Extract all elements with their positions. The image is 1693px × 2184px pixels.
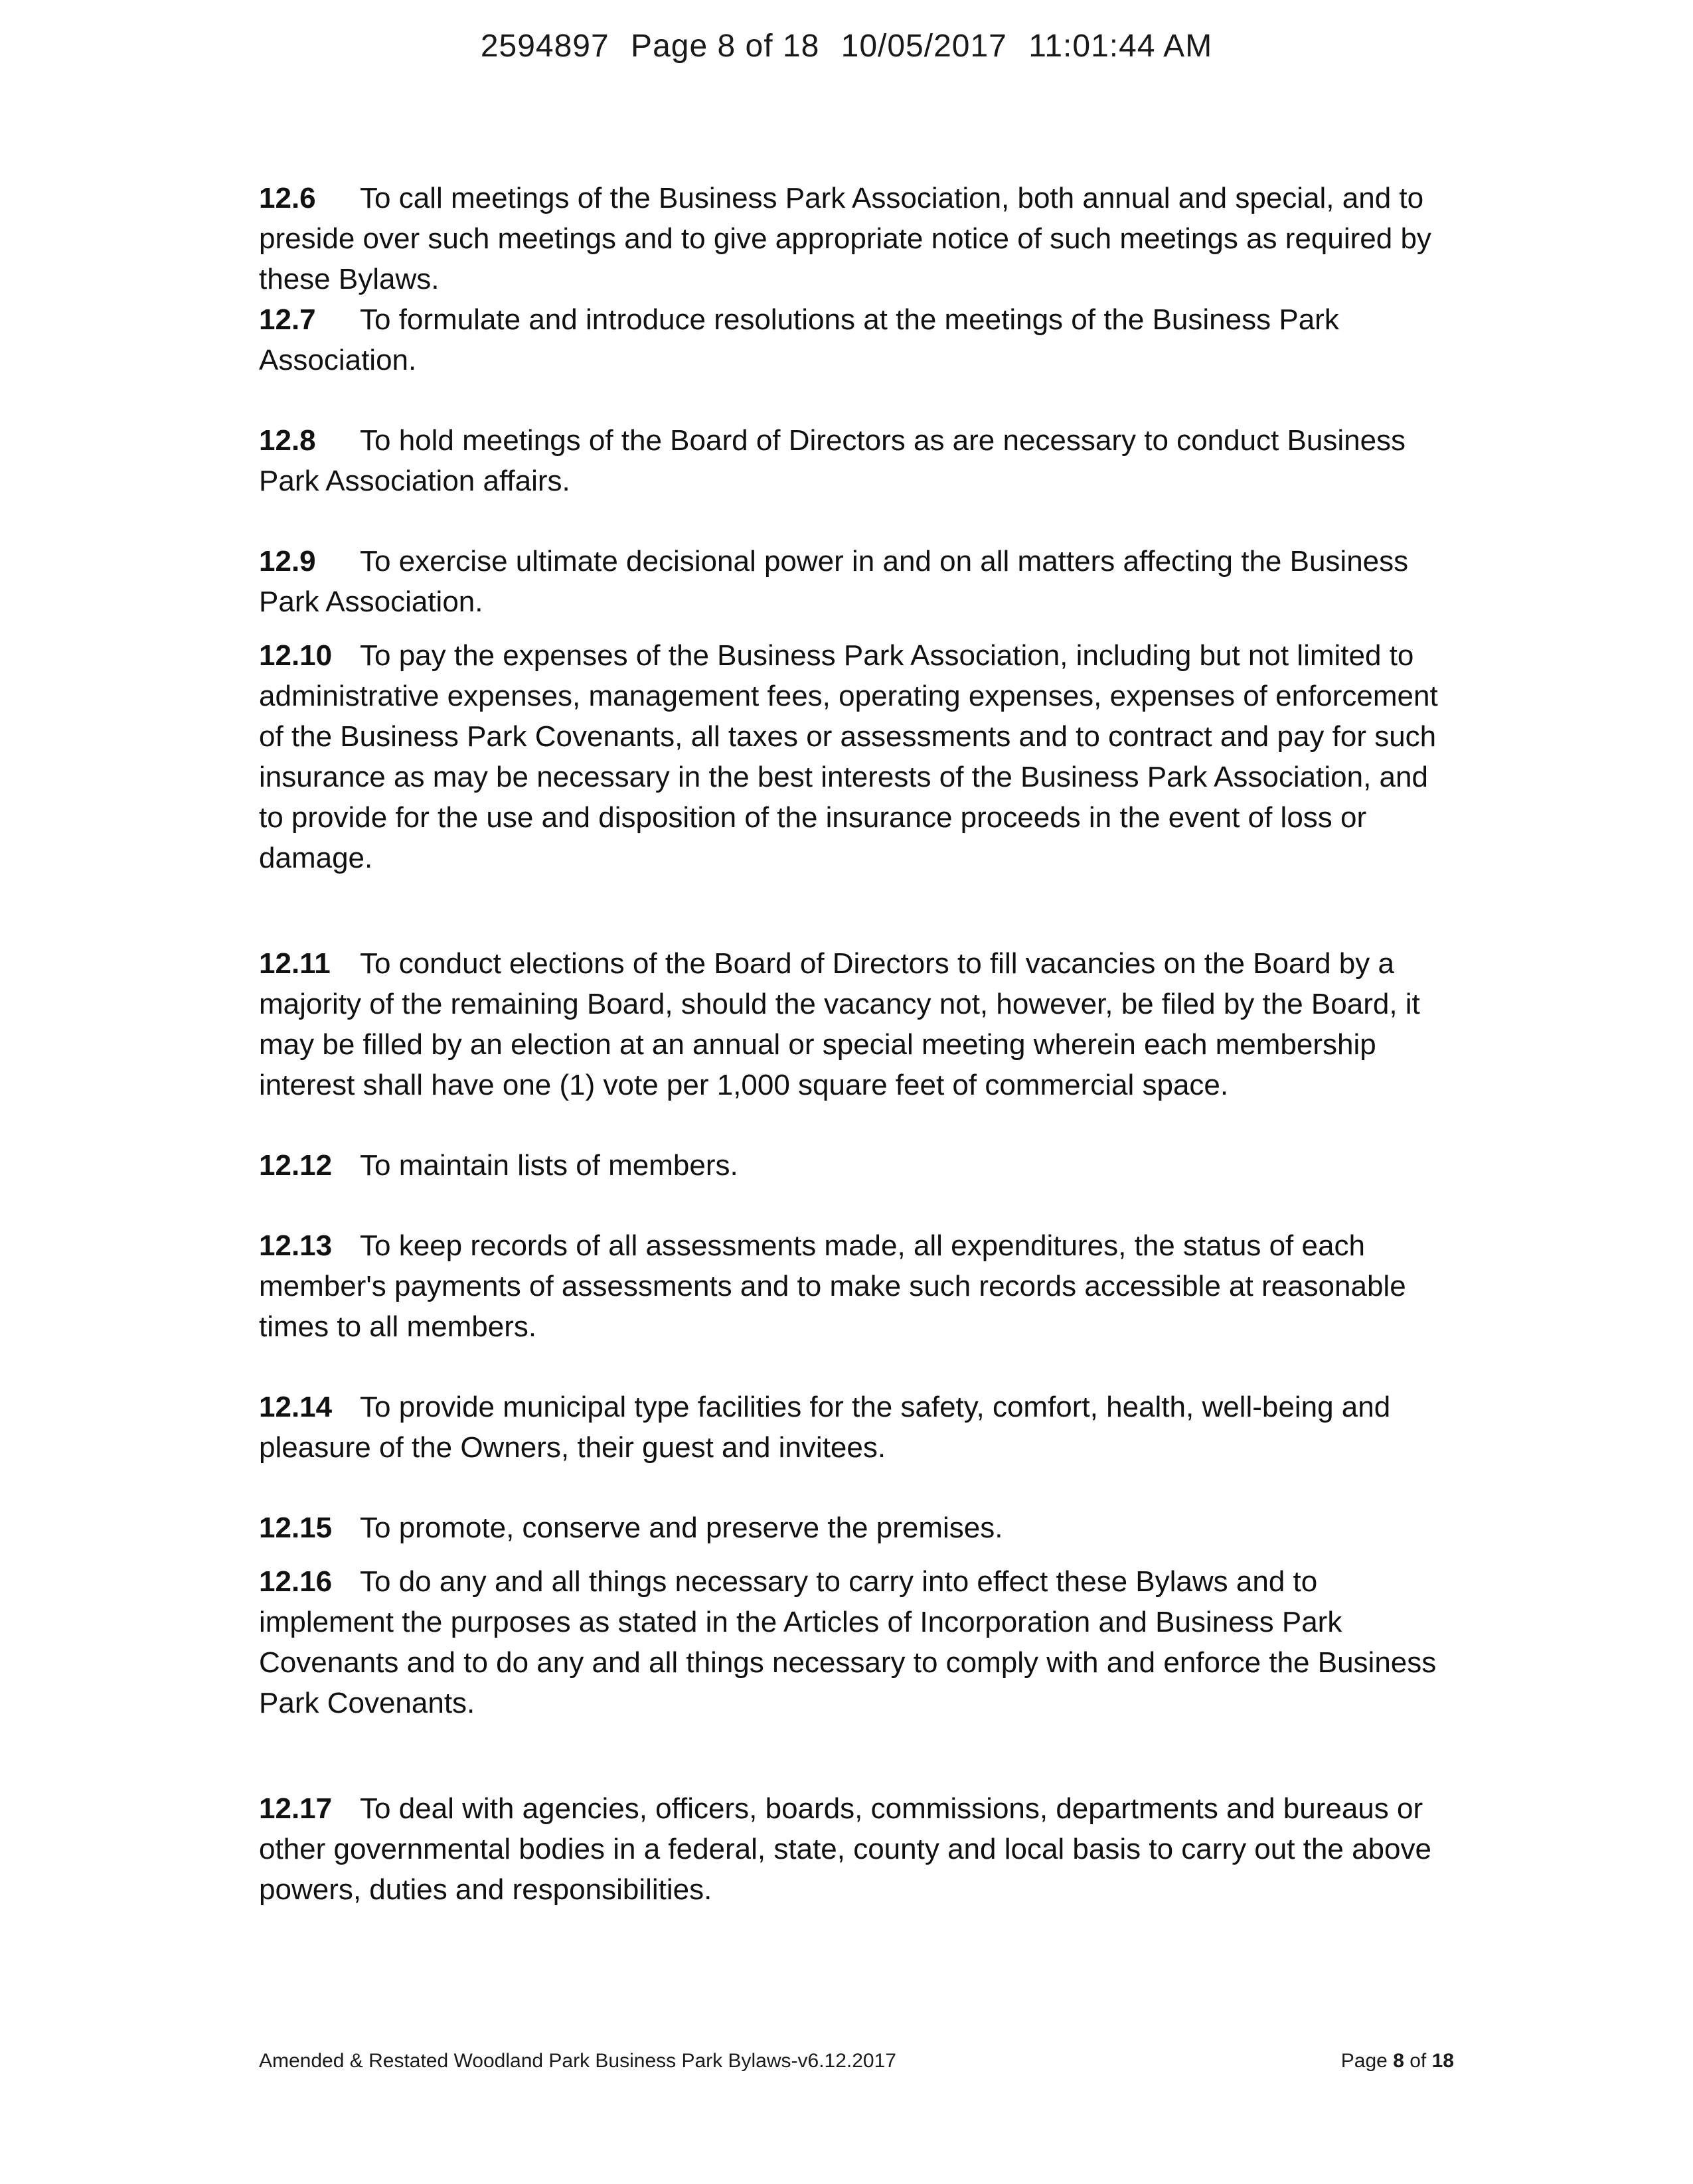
paragraph-12-16: [259, 1561, 1454, 1723]
paragraph-text: To promote, conserve and preserve the premises.: [360, 1512, 1003, 1544]
paragraph-12-13: [259, 1225, 1454, 1347]
paragraph-text: To keep records of all assessments made, all expenditures, the status of each member's payments of assessments and to make such records accessible at reasonable times to all members.: [259, 1229, 1406, 1343]
paragraph-number: 12.17: [259, 1792, 333, 1825]
paragraph-text: To exercise ultimate decisional power in and on all matters affecting the Business Park Association.: [259, 545, 1409, 618]
paragraph-text: To conduct elections of the Board of Directors to fill vacancies on the Board by a majority of the remaining Board, should the vacancy not, however, be filed by the Board, it may be filled by an election at an annual or special meeting wherein each membership interest shall have one (1) vote per 1,000 square feet of commercial space.: [259, 947, 1420, 1101]
paragraph-number: 12.13: [259, 1229, 333, 1262]
paragraph-text: To do any and all things necessary to carry into effect these Bylaws and to implement the purposes as stated in the Articles of Incorporation and Business Park Covenants and to do any and all things necessary to comply with and enforce the Business Park Covenants.: [259, 1565, 1437, 1719]
paragraph-12-12: [259, 1145, 1454, 1186]
paragraph-text: To deal with agencies, officers, boards, commissions, departments and bureaus or other governmental bodies in a federal, state, county and local basis to carry out the above powers, duties and responsibilities.: [259, 1792, 1431, 1906]
paragraph-text: To formulate and introduce resolutions at the meetings of the Business Park Association.: [259, 303, 1339, 376]
paragraph-12-7: [259, 299, 1454, 380]
document-id: 2594897: [480, 29, 609, 64]
paragraph-number: 12.15: [259, 1512, 333, 1544]
paragraph-12-10: [259, 635, 1454, 878]
footer-title: Amended & Restated Woodland Park Business Park Bylaws-v6.12.2017: [259, 2050, 896, 2072]
paragraph-text: To provide municipal type facilities for the safety, comfort, health, well-being and pleasure of the Owners, their guest and invitees.: [259, 1391, 1391, 1464]
paragraph-text: To pay the expenses of the Business Park Association, including but not limited to administrative expenses, management fees, operating expenses, expenses of enforcement of the Business Park Covenants, all taxes or assessments and to contract and pay for such insurance as may be necessary in the best interests of the Business Park Association, and to provide for the use and disposition of the insurance proceeds in the event of loss or damage.: [259, 639, 1438, 874]
paragraph-12-11: [259, 943, 1454, 1105]
paragraph-number: 12.10: [259, 639, 333, 672]
paragraph-number: 12.11: [259, 947, 331, 980]
record-time: 11:01:44 AM: [1028, 29, 1213, 64]
page-label: Page 8 of 18: [631, 29, 820, 64]
paragraph-12-8: [259, 420, 1454, 501]
paragraph-12-9: [259, 541, 1454, 622]
paragraph-number: 12.14: [259, 1391, 333, 1423]
paragraph-number: 12.12: [259, 1149, 333, 1182]
paragraph-text: To hold meetings of the Board of Directors as are necessary to conduct Business Park Association affairs.: [259, 424, 1406, 497]
paragraph-12-14: [259, 1387, 1454, 1468]
paragraph-text: To call meetings of the Business Park Association, both annual and special, and to preside over such meetings and to give appropriate notice of such meetings as required by these Bylaws.: [259, 182, 1431, 295]
paragraph-number: 12.6: [259, 182, 316, 214]
paragraph-12-17: [259, 1788, 1454, 1910]
footer-page-number: Page 8 of 18: [1340, 2050, 1454, 2072]
paragraph-text: To maintain lists of members.: [360, 1149, 738, 1182]
paragraph-number: 12.9: [259, 545, 316, 578]
paragraph-number: 12.8: [259, 424, 316, 457]
paragraph-number: 12.16: [259, 1565, 333, 1598]
paragraph-number: 12.7: [259, 303, 316, 336]
page-footer: [259, 2050, 1454, 2072]
paragraph-12-6: [259, 178, 1454, 299]
paragraph-12-15: [259, 1508, 1454, 1548]
bylaws-body: [259, 178, 1454, 1910]
record-date: 10/05/2017: [841, 29, 1007, 64]
recording-header: [0, 28, 1693, 64]
